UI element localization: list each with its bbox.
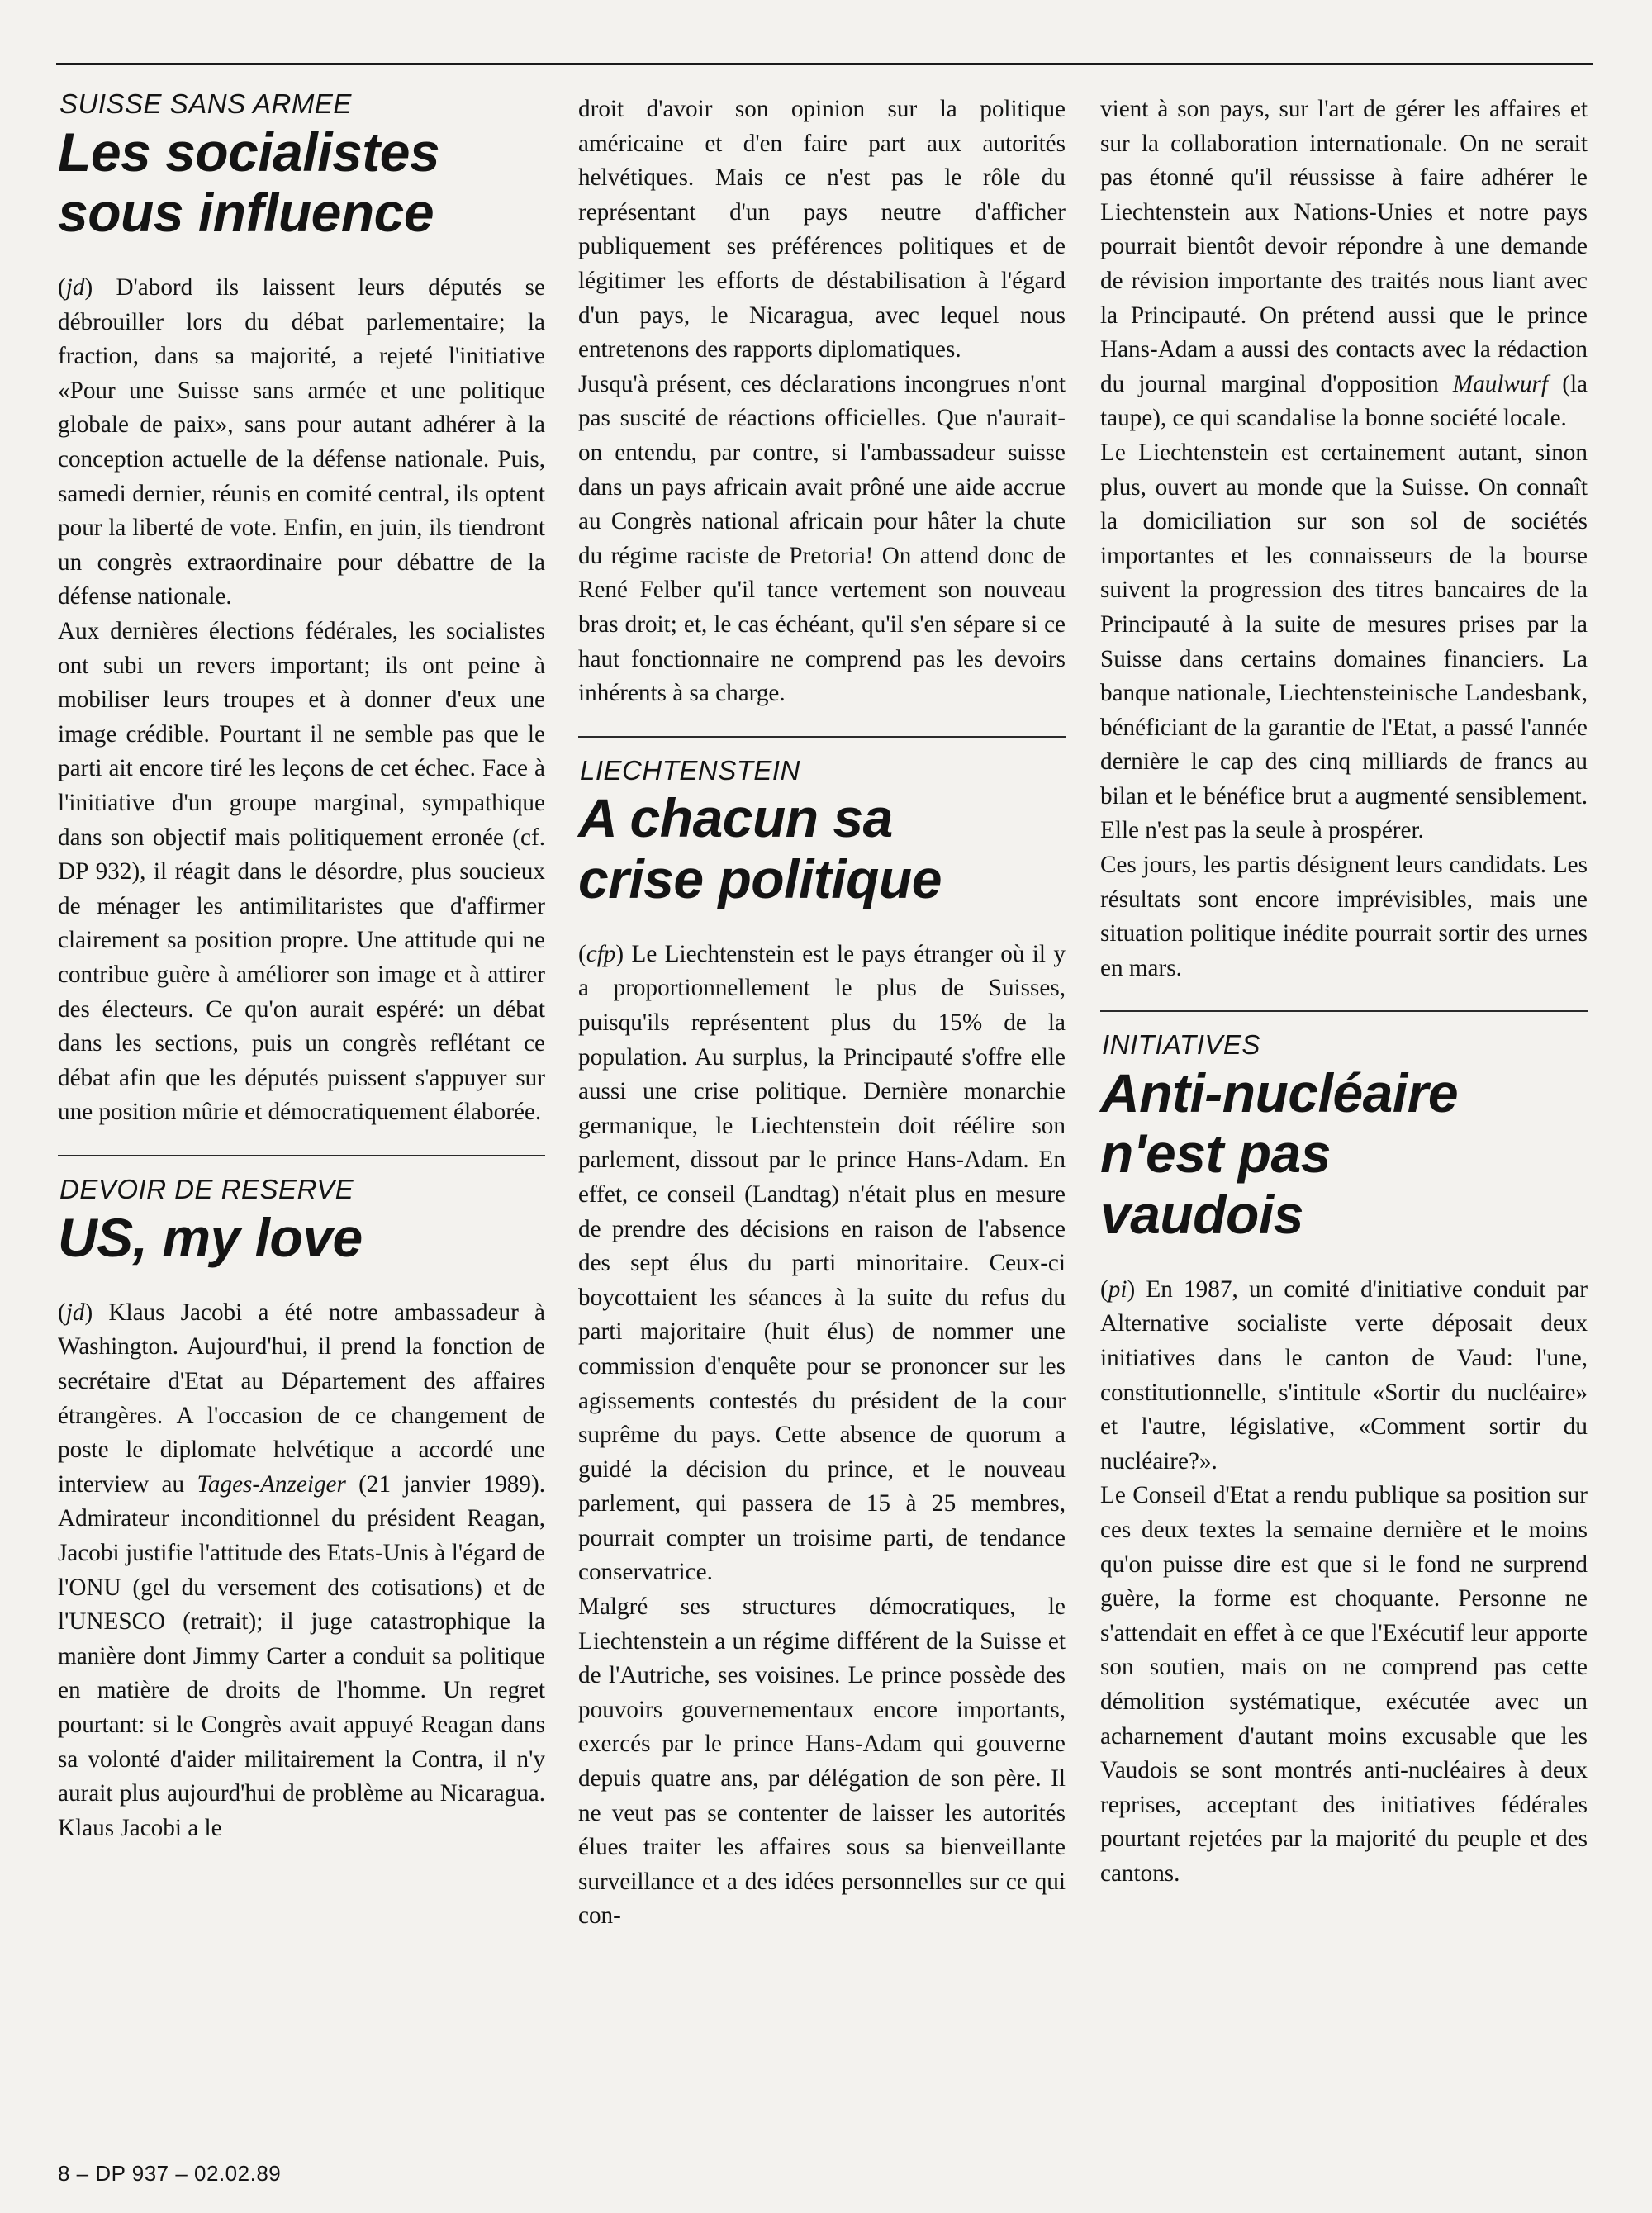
column-2	[578, 93, 1066, 1934]
kicker-devoir-de-reserve: DEVOIR DE RESERVE	[59, 1173, 354, 1204]
article-divider	[1100, 1010, 1588, 1012]
headline-line: Anti-nucléaire	[1100, 1062, 1459, 1124]
paragraph: (jd) Klaus Jacobi a été notre ambassadeur à Washington. Aujourd'hui, il prend la fonction de secrétaire d'Etat au Département des affaires étrangères. A l'occasion de ce changement de poste le diplomate helvétique a accordé une interview au Tages-Anzeiger (21 janvier 1989). Admirateur inconditionnel du président Reagan, Jacobi justifie l'attitude des Etats-Unis à l'égard de l'ONU (gel du versement des cotisations) et de l'UNESCO (retrait); il juge catastrophique la manière dont Jimmy Carter a conduit sa politique en matière de droits de l'homme. Un regret pourtant: si le Congrès avait appuyé Reagan dans sa volonté d'aider militairement la Contra, il n'y aurait plus aujourd'hui de problème au Nicaragua. Klaus Jacobi a le	[58, 1299, 546, 1841]
article-divider	[578, 736, 1066, 738]
top-rule	[56, 63, 1593, 65]
article-liechtenstein-body	[578, 938, 1066, 1934]
author-initials: cfp	[586, 940, 616, 967]
column-1	[58, 83, 545, 1845]
article-liechtenstein-body-continued	[1100, 93, 1588, 985]
kicker-liechtenstein: LIECHTENSTEIN	[580, 754, 800, 786]
headline-anti-nucleaire	[1100, 1063, 1588, 1245]
article-anti-nucleaire-body	[1100, 1273, 1588, 1892]
page-footer: 8 – DP 937 – 02.02.89	[58, 2161, 282, 2186]
author-initials: pi	[1108, 1275, 1127, 1303]
headline-line: US, my love	[58, 1206, 363, 1268]
paragraph: Malgré ses structures démocratiques, le Liechtenstein a un régime différent de la Suisse et de l'Autriche, ses voisines. Le prince possède des pouvoirs gouvernementaux encore importants, exercés par le prince Hans-Adam qui gouverne depuis quatre ans, par délégation de son père. Il ne veut pas se contenter de laisser les autorités élues traiter les affaires sous sa bienveillante surveillance et a des idées personnelles sur ce qui con-	[578, 1593, 1066, 1930]
paragraph: vient à son pays, sur l'art de gérer les affaires et sur la collaboration internationale. On ne serait pas étonné qu'il réussisse à faire adhérer le Liechtenstein aux Nations-Unies et notre pays pourrait bientôt devoir répondre à une demande de révision importante des traités nous liant avec la Principauté. On prétend aussi que le prince Hans-Adam a aussi des contacts avec la rédaction du journal marginal d'opposition Maulwurf (la taupe), ce qui scandalise la bonne société locale.	[1100, 96, 1588, 432]
paragraph: (pi) En 1987, un comité d'initiative conduit par Alternative socialiste verte déposait deux initiatives dans le canton de Vaud: l'une, constitutionnelle, s'intitule «Sortir du nucléaire» et l'autre, législative, «Comment sortir du nucléaire?».	[1100, 1275, 1588, 1475]
headline-line: A chacun sa	[578, 787, 893, 849]
headline-line: crise politique	[578, 848, 942, 909]
headline-line: n'est pas	[1100, 1123, 1331, 1185]
author-initials: jd	[65, 274, 85, 302]
paragraph: Le Conseil d'Etat a rendu publique sa position sur ces deux textes la semaine dernière et le moins qu'on puisse dire est que si le fond ne surprend guère, la forme est choquante. Personne ne s'attendait en effet à ce que l'Exécutif leur apporte son soutien, mais on ne comprend pas cette démolition systématique, exécutée avec un acharnement d'autant moins excusable que les Vaudois se sont montrés anti-nucléaires à deux reprises, acceptant des initiatives fédérales pourtant rejetées par la majorité du peuple et des cantons.	[1100, 1482, 1588, 1887]
paragraph: Le Liechtenstein est certainement autant, sinon plus, ouvert au monde que la Suisse. On connaît la domiciliation sur son sol de sociétés importantes et les connaisseurs de la bourse suivent la progression des titres bancaires de la Principauté à la suite de mesures prises par la Suisse dans certains domaines financiers. La banque nationale, Liechtensteinische Landesbank, bénéficiant de la garantie de l'Etat, a passé l'année dernière le cap des cinq milliards de francs au bilan et le bénéfice brut a augmenté sensiblement. Elle n'est pas la seule à prospérer.	[1100, 439, 1588, 844]
kicker-suisse-sans-armee: SUISSE SANS ARMEE	[59, 88, 352, 119]
headline-line: sous influence	[58, 181, 434, 243]
paragraph: (cfp) Le Liechtenstein est le pays étranger où il y a proportionnellement le plus de Suisses, puisqu'ils représentent plus du 15% de la population. Au surplus, la Principauté s'offre elle aussi une crise politique. Dernière monarchie germanique, le Liechtenstein doit réélire son parlement, dissout par le prince Hans-Adam. En effet, ce conseil (Landtag) n'était plus en mesure de prendre des décisions en raison de l'absence des sept élus du parti minoritaire. Ceux-ci boycottaient les séances à la suite du refus du parti majoritaire (huit élus) de nommer une commission d'enquête pour se prononcer sur les agissements contestés du président de la cour suprême du pays. Cette absence de quorum a guidé la décision du prince, et le nouveau parlement, qui passera de 15 à 25 membres, pourrait compter un troisime parti, de tendance conservatrice.	[578, 940, 1066, 1586]
paragraph: droit d'avoir son opinion sur la politique américaine et d'en faire part aux autorités helvétiques. Mais ce n'est pas le rôle du représentant d'un pays neutre d'afficher publiquement ses préférences politiques et de légitimer les efforts de déstabilisation à l'égard d'un pays, le Nicaragua, avec lequel nous entretenons des rapports diplomatiques.	[578, 96, 1066, 363]
publication-name: Tages-Anzeiger	[197, 1470, 346, 1498]
paragraph: Aux dernières élections fédérales, les socialistes ont subi un revers important; ils ont peine à mobiliser leurs troupes et à donner d'eux une image crédible. Pourtant il ne semble pas que le parti ait encore tiré les leçons de cet échec. Face à l'initiative d'un groupe marginal, sympathique dans son objectif mais politiquement erronée (cf. DP 932), il réagit dans le désordre, plus soucieux de ménager les antimilitaristes que d'affirmer clairement sa position propre. Une attitude qui ne contribue guère à améliorer son image et à attirer des électeurs. Ce qu'on aurait espéré: un débat dans les sections, puis un congrès reflétant ce débat afin que les députés puissent s'appuyer sur une position mûrie et démocratiquement élaborée.	[58, 618, 545, 1126]
article-us-body-continued	[578, 93, 1066, 711]
headline-line: vaudois	[1100, 1183, 1303, 1245]
headline-socialistes	[58, 122, 545, 244]
headline-line: Les socialistes	[58, 121, 440, 183]
article-divider	[58, 1155, 545, 1156]
author-initials: jd	[65, 1299, 85, 1326]
column-3	[1100, 93, 1588, 1891]
headline-liechtenstein	[578, 788, 1066, 909]
kicker-initiatives: INITIATIVES	[1102, 1029, 1260, 1061]
paragraph: (jd) D'abord ils laissent leurs députés se débrouiller lors du débat parlementaire; la fraction, dans sa majorité, a rejeté l'initiative «Pour une Suisse sans armée et une politique globale de paix», sans pour autant adhérer à la conception actuelle de la défense nationale. Puis, samedi dernier, réunis en comité central, ils optent pour la liberté de vote. Enfin, en juin, ils tiendront un congrès extraordinaire pour débattre de la défense nationale.	[58, 274, 545, 610]
article-socialistes-body	[58, 271, 545, 1130]
newspaper-name: Maulwurf	[1452, 370, 1549, 397]
paragraph: Ces jours, les partis désignent leurs candidats. Les résultats sont encore imprévisibles, mais une situation politique inédite pourrait sortir des urnes en mars.	[1100, 852, 1588, 981]
headline-us-my-love	[58, 1208, 545, 1268]
paragraph: Jusqu'à présent, ces déclarations incongrues n'ont pas suscité de réactions officielles. Que n'aurait-on entendu, par contre, si l'ambassadeur suisse dans un pays africain avait prôné une aide accrue au Congrès national africain pour hâter la chute du régime raciste de Pretoria! On attend donc de René Felber qu'il tance vertement son nouveau bras droit; et, le cas échéant, qu'il s'en sépare si ce haut fonctionnaire ne comprend pas les devoirs inhérents à sa charge.	[578, 370, 1066, 707]
article-us-body	[58, 1296, 545, 1846]
